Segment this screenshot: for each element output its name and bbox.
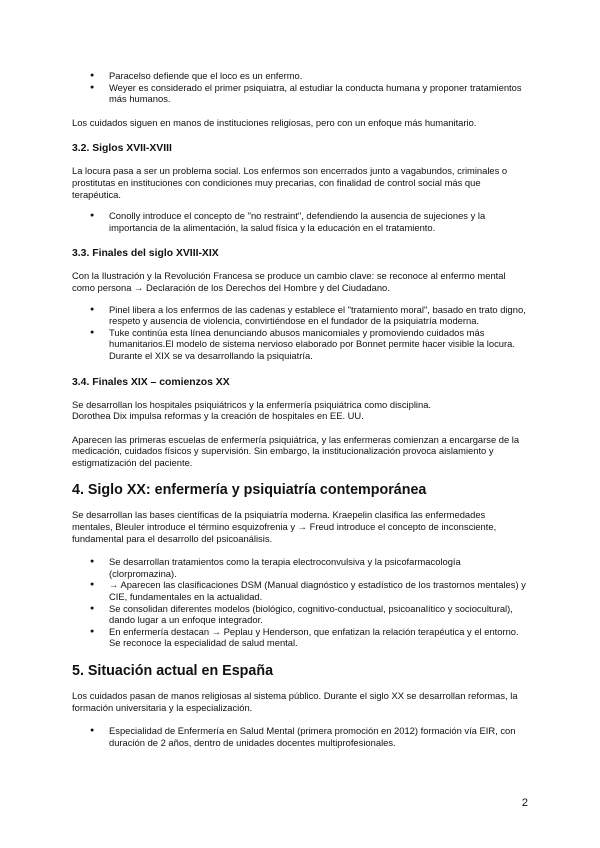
list-item: ● Pinel libera a los enfermos de las cadenas y establece el "tratamiento moral", basado en trato digno, respeto y ausencia de violencia, convirtiéndose en el fundador de la psiquiatría moderna. [109, 304, 527, 327]
page-number: 2 [521, 797, 528, 809]
section-heading-5: 5. Situación actual en España [72, 663, 274, 679]
list-item: ● Weyer es considerado el primer psiquiatra, al estudiar la conducta humana y proponer tratamientos más humanos. [109, 82, 527, 105]
bullet-list-4 [72, 556, 527, 649]
paragraph-intro: Los cuidados siguen en manos de instituciones religiosas, pero con un enfoque más humanitario. [72, 116, 477, 128]
list-item: ● → Aparecen las clasificaciones DSM (Manual diagnóstico y estadístico de los trastornos mentales) y CIE, fundamentales en la actualidad. [109, 579, 527, 602]
page-content [72, 70, 527, 748]
paragraph-3-3: Con la Ilustración y la Revolución Francesa se produce un cambio clave: se reconoce al enfermo mental como persona → Declaración de los Derechos del Hombre y del Ciudadano. [72, 270, 506, 293]
list-item: ● En enfermería destacan → Peplau y Henderson, que enfatizan la relación terapéutica y el entorno. Se reconoce la especialidad de salud mental. [109, 626, 527, 649]
section-heading-3-2: 3.2. Siglos XVII-XVIII [72, 143, 172, 155]
list-item: ● Se consolidan diferentes modelos (biológico, cognitivo-conductual, psicoanalítico y sociocultural), dando lugar a un enfoque integrador. [109, 603, 527, 626]
paragraph-3-4-a: Se desarrollan los hospitales psiquiátricos y la enfermería psiquiátrica como disciplina. [72, 398, 432, 410]
bullet-list-3-2 [72, 210, 527, 233]
list-item: ● Tuke continúa esta línea denunciando abusos manicomiales y promoviendo cuidados más humanitarios.El modelo de sistema nervioso elaborado por Bonnet permite hacer visible la locura. Durante el XIX se va desarrollando la psiquiatría. [109, 327, 527, 362]
paragraph-5: Los cuidados pasan de manos religiosas al sistema público. Durante el siglo XX se desarrollan reformas, la formación universitaria y la especialización. [72, 690, 518, 713]
bullet-list-3-3 [72, 304, 527, 362]
section-heading-3-4: 3.4. Finales XIX – comienzos XX [72, 376, 230, 388]
list-item: ● Especialidad de Enfermería en Salud Mental (primera promoción en 2012) formación vía EIR, con duración de 2 años, dentro de unidades docentes multiprofesionales. [109, 725, 527, 748]
list-item: ● Se desarrollan tratamientos como la terapia electroconvulsiva y la psicofarmacología (clorpromazina). [109, 556, 527, 579]
paragraph-3-2: La locura pasa a ser un problema social. Los enfermos son encerrados junto a vagabundos, criminales o prostitutas en instituciones con condiciones muy precarias, con finalidad de control social más que terapéutica. [72, 165, 508, 200]
paragraph-3-4-b: Dorothea Dix impulsa reformas y la creación de hospitales en EE. UU. [72, 410, 364, 422]
list-item: ● Conolly introduce el concepto de "no restraint", defendiendo la ausencia de sujeciones y la importancia de la alimentación, la salud física y la educación en el tratamiento. [109, 210, 527, 233]
bullet-list-paracelso [72, 70, 527, 105]
bullet-list-5 [72, 725, 527, 748]
section-heading-3-3: 3.3. Finales del siglo XVIII-XIX [72, 248, 219, 260]
paragraph-4: Se desarrollan las bases científicas de la psiquiatría moderna. Kraepelin clasifica las enfermedades mentales, Bleuler introduce el término esquizofrenia y → Freud introduce el concepto de inconsciente, fundamental para el desarrollo del psicoanálisis. [72, 509, 497, 544]
section-heading-4: 4. Siglo XX: enfermería y psiquiatría contemporánea [72, 482, 427, 499]
paragraph-3-4-c: Aparecen las primeras escuelas de enfermería psiquiátrica, y las enfermeras comienzan a encargarse de la medicación, cuidados físicos y supervisión. Sin embargo, la institucionalización provoca aislamiento y estigmatización del paciente. [72, 433, 520, 468]
list-item: ● Paracelso defiende que el loco es un enfermo. [109, 70, 527, 82]
